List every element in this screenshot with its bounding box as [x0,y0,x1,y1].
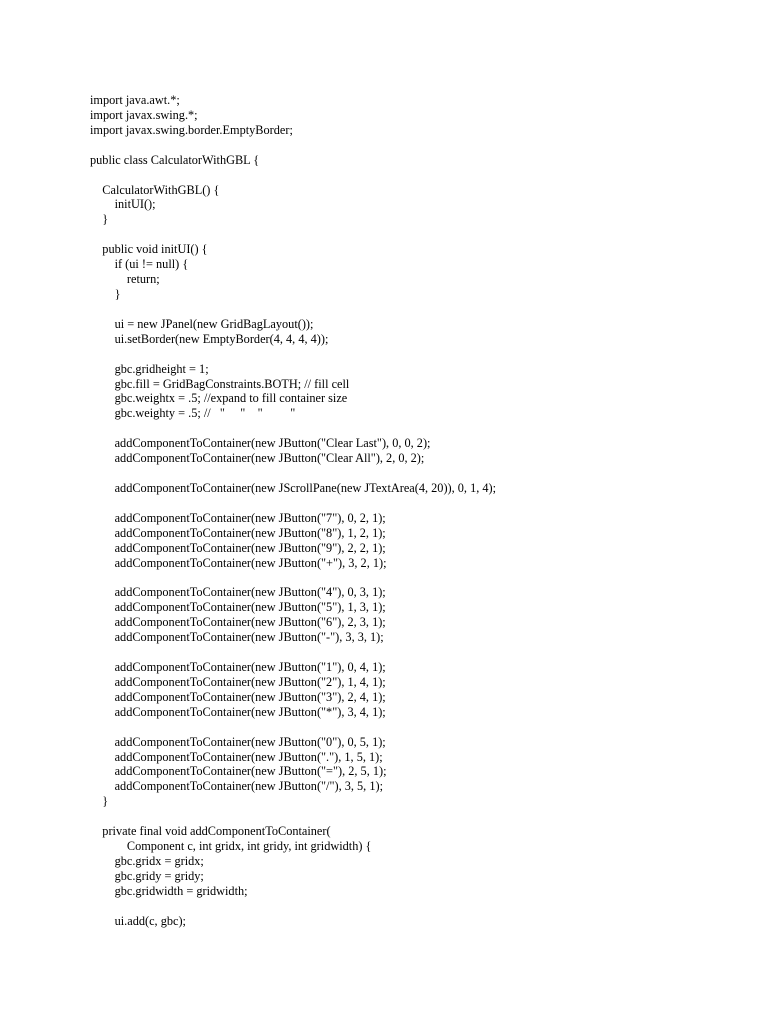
code-line: } [90,794,109,809]
code-line: gbc.gridheight = 1; [90,361,209,376]
code-line: addComponentToContainer(new JButton("-"), 3, 3, 1); [90,630,384,645]
blank-line [90,720,730,735]
code-line: ui = new JPanel(new GridBagLayout()); [90,316,314,331]
code-line: addComponentToContainer(new JButton("."), 1, 5, 1); [90,749,383,764]
code-line: addComponentToContainer(new JButton("/"), 3, 5, 1); [90,779,383,794]
code-line: addComponentToContainer(new JScrollPane(new JTextArea(4, 20)), 0, 1, 4); [90,480,497,495]
blank-line [90,466,730,481]
blank-line [90,571,730,586]
code-line: addComponentToContainer(new JButton("*"), 3, 4, 1); [90,704,386,719]
blank-line [90,421,730,436]
code-line: addComponentToContainer(new JButton("Clear Last"), 0, 0, 2); [90,436,431,451]
code-line: Component c, int gridx, int gridy, int gridwidth) { [90,839,372,854]
code-line: addComponentToContainer(new JButton("9"), 2, 2, 1); [90,540,386,555]
code-line: addComponentToContainer(new JButton("0"), 0, 5, 1); [90,734,386,749]
code-line: addComponentToContainer(new JButton("6"), 2, 3, 1); [90,615,386,630]
code-line: gbc.weighty = .5; // " " " " [90,406,296,421]
code-line: addComponentToContainer(new JButton("5"), 1, 3, 1); [90,600,386,615]
code-line: ui.setBorder(new EmptyBorder(4, 4, 4, 4)); [90,331,329,346]
code-line: if (ui != null) { [90,257,189,272]
blank-line [90,347,730,362]
code-line: import java.awt.*; [90,93,180,107]
code-line: private final void addComponentToContainer( [90,824,331,839]
blank-line [90,138,730,153]
code-line: public void initUI() { [90,242,208,257]
code-line: addComponentToContainer(new JButton("7"), 0, 2, 1); [90,510,386,525]
code-line: addComponentToContainer(new JButton("3"), 2, 4, 1); [90,689,386,704]
code-line: addComponentToContainer(new JButton("8"), 1, 2, 1); [90,525,386,540]
blank-line [90,809,730,824]
blank-line [90,302,730,317]
code-line: addComponentToContainer(new JButton("="), 2, 5, 1); [90,764,387,779]
code-line: addComponentToContainer(new JButton("4"), 0, 3, 1); [90,585,386,600]
blank-line [90,645,730,660]
code-line: gbc.gridx = gridx; [90,854,204,869]
code-line: gbc.gridwidth = gridwidth; [90,883,248,898]
code-line: return; [90,272,160,287]
code-line: public class CalculatorWithGBL { [90,152,260,167]
code-line: gbc.weightx = .5; //expand to fill container size [90,391,348,406]
code-line: gbc.gridy = gridy; [90,868,204,883]
blank-line [90,227,730,242]
code-line: import javax.swing.*; [90,107,198,122]
code-line: CalculatorWithGBL() { [90,182,220,197]
code-line: ui.add(c, gbc); [90,913,186,928]
code-line: initUI(); [90,197,156,212]
code-line: import javax.swing.border.EmptyBorder; [90,122,293,137]
code-line: addComponentToContainer(new JButton("1"), 0, 4, 1); [90,660,386,675]
code-line: addComponentToContainer(new JButton("+"), 3, 2, 1); [90,555,387,570]
code-listing [90,93,730,929]
code-line: addComponentToContainer(new JButton("Clear All"), 2, 0, 2); [90,451,425,466]
code-line: } [90,286,121,301]
code-line: } [90,212,109,227]
blank-line [90,496,730,511]
blank-line [90,899,730,914]
code-line: addComponentToContainer(new JButton("2"), 1, 4, 1); [90,674,386,689]
code-line: gbc.fill = GridBagConstraints.BOTH; // fill cell [90,376,350,391]
blank-line [90,168,730,183]
